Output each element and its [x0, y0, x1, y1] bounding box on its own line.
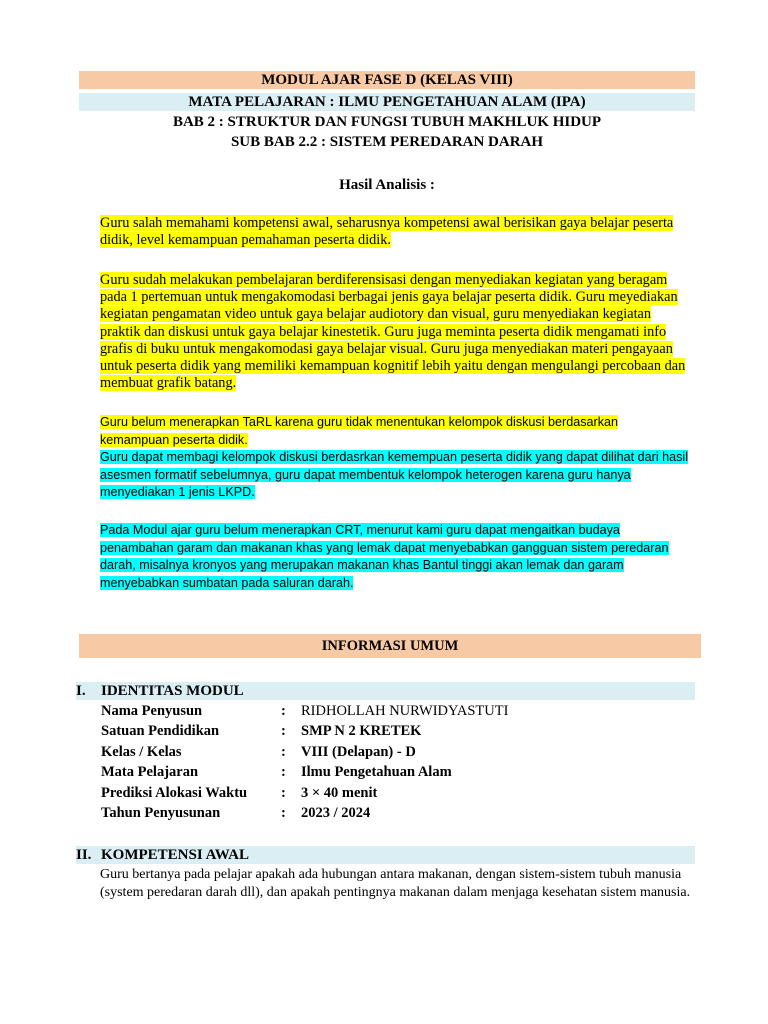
analysis-text-2: Guru sudah melakukan pembelajaran berdiferensisasi dengan menyediakan kegiatan yang beragam pada 1 pertemuan untuk mengakomodasi berbagai jenis gaya belajar peserta didik. Guru meyediakan kegiatan pengamatan video untuk gaya belajar audiotory dan visual, guru menyediakan kegiatan praktik dan diskusi untuk gaya belajar kinestetik. Guru juga meminta peserta didik mengamati info grafis di buku untuk mengakomodasi gaya belajar visual. Guru juga menyediakan materi pengayaan untuk peserta didik yang memiliki kemampuan kognitif lebih yaitu dengan mengulangi percobaan dan membuat grafik batang. [100, 272, 686, 392]
subchapter-title: SUB BAB 2.2 : SISTEM PEREDARAN DARAH [230, 134, 544, 150]
identity-label: Mata Pelajaran [101, 764, 199, 780]
competence-text: Guru bertanya pada pelajar apakah ada hubungan antara makanan, dengan sistem-sistem tubuh manusia (system peredaran darah dll), dan apakah pentingnya makanan dalam menjaga kesehatan sistem manusia. [100, 867, 691, 900]
analysis-paragraph-3 [100, 414, 690, 449]
identity-value: 2023 / 2024 [301, 805, 371, 821]
section-competence-heading [76, 846, 695, 864]
identity-row [101, 701, 661, 721]
analysis-paragraph-2 [100, 272, 690, 392]
identity-label: Tahun Penyusunan [101, 805, 221, 821]
identity-label: Satuan Pendidikan [101, 723, 220, 739]
section-title: KOMPETENSI AWAL [101, 847, 249, 863]
identity-row [101, 803, 661, 823]
identity-value: VIII (Delapan) - D [301, 744, 416, 760]
identity-label: Nama Penyusun [101, 703, 203, 719]
identity-row [101, 742, 661, 762]
identity-row [101, 783, 661, 803]
section-number: II. [76, 847, 92, 863]
analysis-text-5: Pada Modul ajar guru belum menerapkan CRT, menurut kami guru dapat mengaitkan budaya penambahan garam dan makanan khas yang lemak dapat menyebabkan gangguan sistem peredaran darah, misalnya kronyos yang merupakan makanan khas Bantul tinggi akan lemak dan garam menyebabkan sumbatan pada saluran darah. [100, 523, 669, 590]
analysis-heading: Hasil Analisis : [339, 177, 435, 193]
identity-value: Ilmu Pengetahuan Alam [301, 764, 452, 780]
analysis-text-4: Guru dapat membagi kelompok diskusi berdasrkan kemempuan peserta didik yang dapat dilihat dari hasil asesmen formatif sebelumnya, guru dapat membentuk kelompok heterogen karena guru hanya menyediakan 1 jenis LKPD. [100, 450, 689, 500]
section-identity-heading [76, 682, 695, 700]
identity-label: Prediksi Alokasi Waktu [101, 785, 248, 801]
general-info-title: INFORMASI UMUM [79, 634, 701, 658]
identity-colon: : [281, 764, 286, 780]
section-number: I. [76, 683, 86, 699]
identity-value: 3 × 40 menit [301, 785, 378, 801]
analysis-text-1: Guru salah memahami kompetensi awal, seharusnya kompetensi awal berisikan gaya belajar peserta didik, level kemampuan pemahaman peserta didik. [100, 215, 674, 249]
identity-colon: : [281, 723, 286, 739]
identity-label: Kelas / Kelas [101, 744, 182, 760]
identity-colon: : [281, 805, 286, 821]
module-title: MODUL AJAR FASE D (KELAS VIII) [79, 71, 695, 89]
analysis-paragraph-1 [100, 215, 690, 249]
identity-value: RIDHOLLAH NURWIDYASTUTI [301, 703, 509, 719]
section-title: IDENTITAS MODUL [101, 683, 244, 699]
identity-row [101, 762, 661, 782]
identity-row [101, 721, 661, 741]
identity-colon: : [281, 785, 286, 801]
identity-value: SMP N 2 KRETEK [301, 723, 422, 739]
identity-colon: : [281, 703, 286, 719]
analysis-paragraph-5 [100, 522, 690, 592]
analysis-paragraph-4 [100, 449, 690, 502]
subject-title: MATA PELAJARAN : ILMU PENGETAHUAN ALAM (IPA) [79, 93, 695, 111]
chapter-title: BAB 2 : STRUKTUR DAN FUNGSI TUBUH MAKHLUK HIDUP [172, 114, 602, 130]
identity-colon: : [281, 744, 286, 760]
analysis-text-3: Guru belum menerapkan TaRL karena guru tidak menentukan kelompok diskusi berdasarkan kemampuan peserta didik. [100, 415, 619, 447]
